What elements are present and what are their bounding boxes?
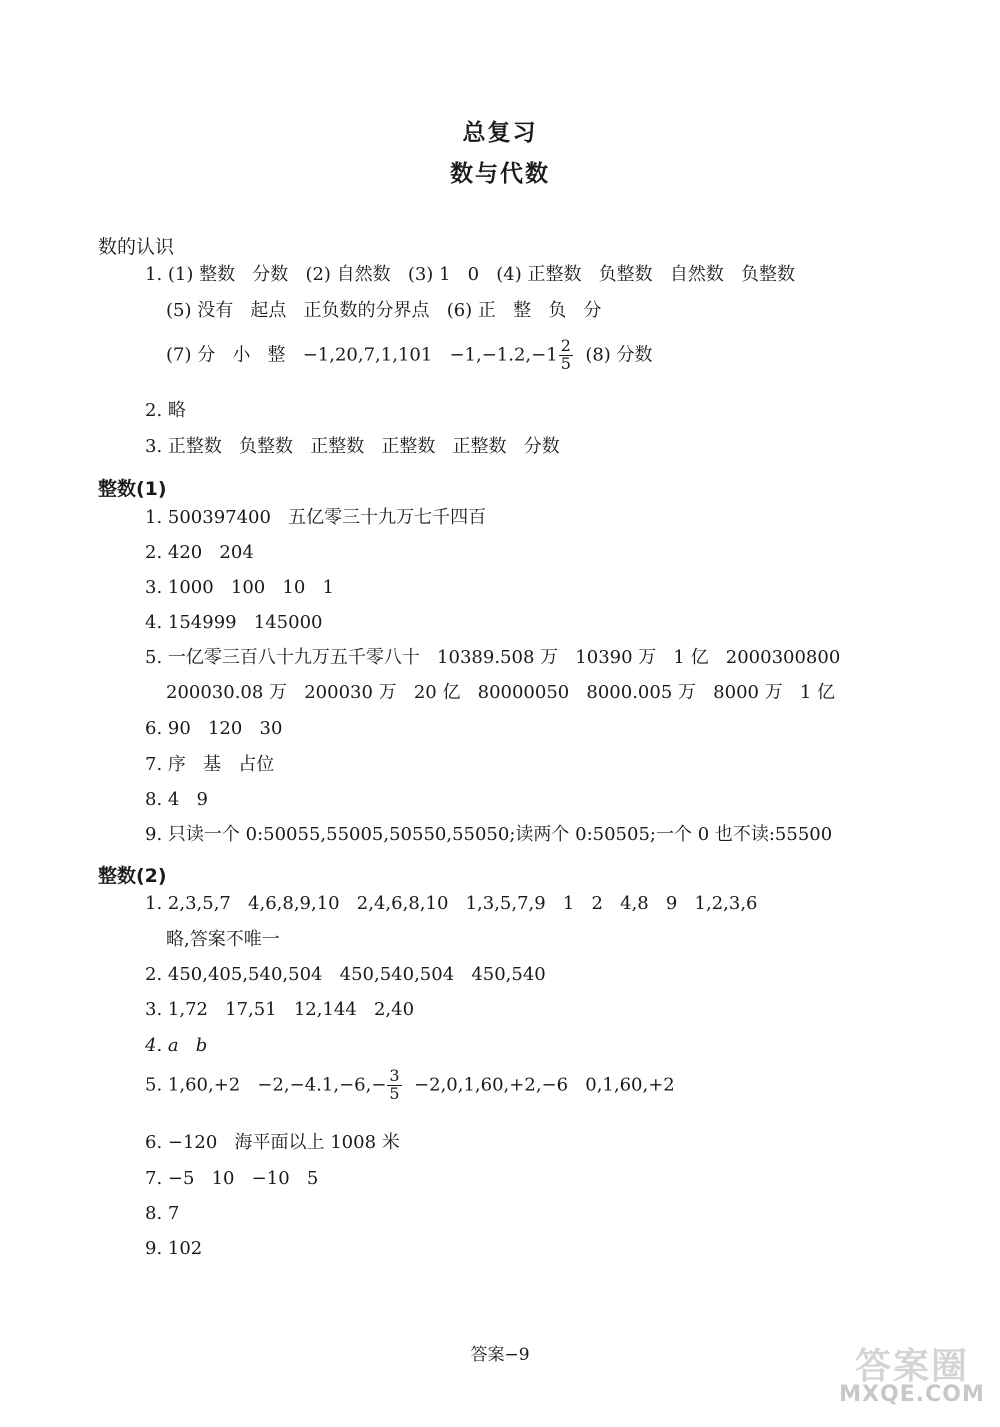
answer-line: 7. −5 10 −10 5	[145, 1168, 319, 1189]
answer-line: 3. 1,72 17,51 12,144 2,40	[145, 999, 415, 1020]
answer-line: (5) 没有 起点 正负数的分界点 (6) 正 整 负 分	[166, 300, 602, 321]
answer-line: 200030.08 万 200030 万 20 亿 80000050 8000.005 万 8000 万 1 亿	[166, 682, 836, 703]
page-title: 总复习	[462, 120, 538, 146]
answer-text: (8) 分数	[573, 344, 653, 366]
answer-line: 1. 2,3,5,7 4,6,8,9,10 2,4,6,8,10 1,3,5,7,9 1 2 4,8 9 1,2,3,6	[145, 893, 758, 914]
answer-line-with-fraction	[166, 338, 653, 373]
answer-line: 1. 500397400 五亿零三十九万七千四百	[145, 507, 487, 528]
answer-line: 9. 只读一个 0:50055,55005,50550,55050;读两个 0:50505;一个 0 也不读:55500	[145, 824, 833, 845]
answer-line: 8. 4 9	[145, 789, 208, 810]
answer-line: 7. 序 基 占位	[145, 754, 275, 775]
watermark-logo	[832, 1338, 992, 1420]
answer-line: 略,答案不唯一	[166, 929, 280, 950]
section-heading-integers-1: 整数(1)	[98, 478, 167, 500]
answer-line: 3. 1000 100 10 1	[145, 577, 334, 598]
answer-line: 5. 一亿零三百八十九万五千零八十 10389.508 万 10390 万 1 亿 2000300800	[145, 647, 841, 668]
watermark-top-text: 答案圈	[854, 1346, 969, 1387]
section-heading-number-recognition: 数的认识	[98, 236, 175, 258]
fraction-denominator: 5	[560, 353, 571, 373]
answer-line: 9. 102	[145, 1238, 203, 1259]
fraction-numerator: 3	[389, 1066, 400, 1085]
answer-line: 1. (1) 整数 分数 (2) 自然数 (3) 1 0 (4) 正整数 负整数 自然数 负整数	[145, 264, 795, 285]
fraction	[387, 1068, 401, 1103]
answer-line: 8. 7	[145, 1203, 180, 1224]
answer-line: 6. −120 海平面以上 1008 米	[145, 1132, 400, 1153]
page-footer: 答案−9	[470, 1345, 530, 1365]
answer-line: 4. a b	[145, 1035, 208, 1056]
fraction	[559, 338, 573, 373]
answer-line: 2. 450,405,540,504 450,540,504 450,540	[145, 964, 546, 985]
answer-line: 2. 略	[145, 400, 186, 421]
answer-text: −2,0,1,60,+2,−6 0,1,60,+2	[402, 1074, 675, 1096]
answer-text: 5. 1,60,+2 −2,−4.1,−6,−	[145, 1074, 387, 1096]
answer-line: 3. 正整数 负整数 正整数 正整数 正整数 分数	[145, 436, 560, 457]
answer-text: (7) 分 小 整 −1,20,7,1,101 −1,−1.2,−1	[166, 344, 558, 366]
answer-line: 6. 90 120 30	[145, 718, 283, 739]
fraction-denominator: 5	[389, 1083, 400, 1103]
answer-line: 4. 154999 145000	[145, 612, 323, 633]
fraction-numerator: 2	[560, 336, 571, 355]
watermark-bottom-text: MXQE.COM	[839, 1382, 985, 1407]
answer-line-with-fraction	[145, 1068, 675, 1103]
page-subtitle: 数与代数	[450, 161, 550, 187]
answer-line: 2. 420 204	[145, 542, 254, 563]
section-heading-integers-2: 整数(2)	[98, 865, 167, 887]
